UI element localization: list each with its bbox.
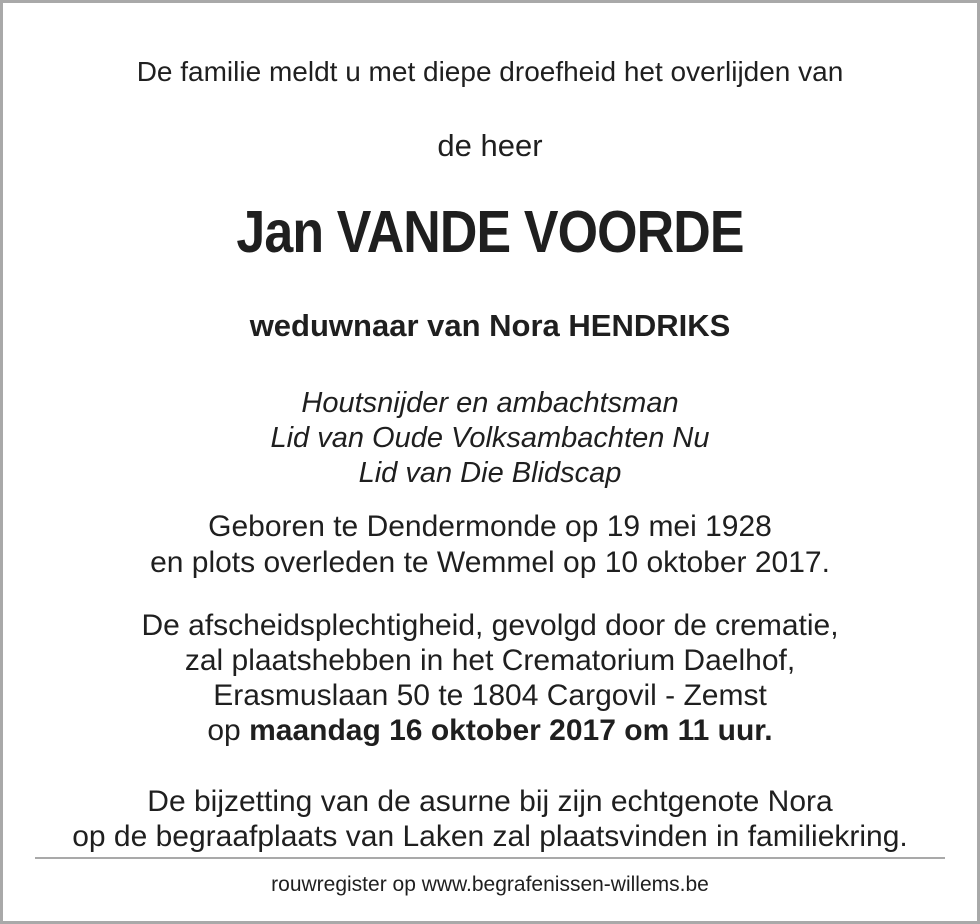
role-line: Lid van Oude Volksambachten Nu bbox=[270, 422, 710, 454]
death-line: en plots overleden te Wemmel op 10 oktober 2017. bbox=[150, 546, 830, 579]
ceremony-date-prefix: op bbox=[207, 714, 250, 747]
deceased-name: Jan VANDE VOORDE bbox=[236, 199, 744, 265]
condolence-register-link[interactable]: rouwregister op www.begrafenissen-willems.be bbox=[271, 873, 709, 896]
honorific: de heer bbox=[437, 128, 543, 163]
ceremony-address: Erasmuslaan 50 te 1804 Cargovil - Zemst bbox=[213, 679, 767, 712]
interment-line: op de begraafplaats van Laken zal plaatsvinden in familiekring. bbox=[72, 820, 908, 853]
widower-line: weduwnaar van Nora HENDRIKS bbox=[249, 308, 731, 343]
ceremony-date: maandag 16 oktober 2017 om 11 uur. bbox=[249, 714, 773, 747]
role-line: Lid van Die Blidscap bbox=[358, 457, 622, 489]
ceremony-line: zal plaatshebben in het Crematorium Daelhof, bbox=[184, 644, 796, 677]
footer-divider bbox=[35, 857, 945, 859]
birth-line: Geboren te Dendermonde op 19 mei 1928 bbox=[208, 510, 772, 543]
role-line: Houtsnijder en ambachtsman bbox=[301, 387, 679, 419]
interment-line: De bijzetting van de asurne bij zijn echtgenote Nora bbox=[147, 785, 833, 818]
ceremony-line: De afscheidsplechtigheid, gevolgd door de crematie, bbox=[141, 609, 839, 642]
ceremony-date-line bbox=[0, 714, 980, 748]
intro-text: De familie meldt u met diepe droefheid het overlijden van bbox=[136, 56, 844, 87]
